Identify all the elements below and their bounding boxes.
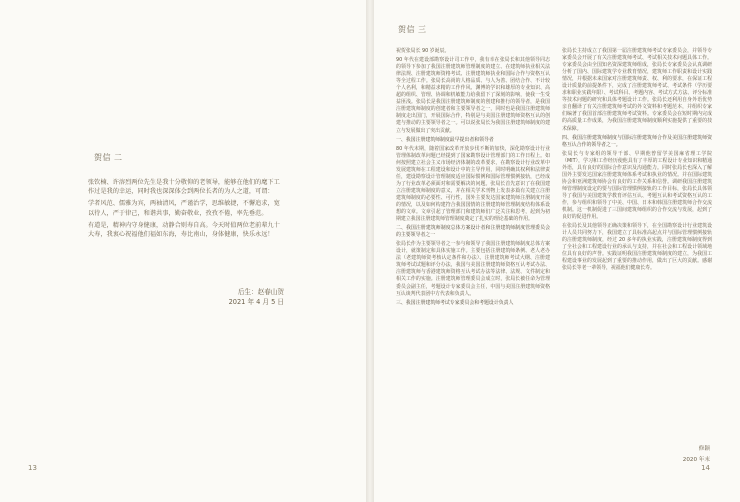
section-heading: 一、我国注册建筑师制度最早提出者和领导者 <box>396 136 494 143</box>
letter-three-column-left <box>396 48 550 309</box>
letter-three-paragraph: 祝贺张局长 90 岁诞辰。 <box>396 48 450 54</box>
letter-two-paragraph: 有道是，精神内守身健康，动静合则寿自高。今天时值两位老前辈九十大寿，我衷心祝福他们福如东海，寿比南山，身体健康，快乐永远！ <box>88 221 280 239</box>
right-page-title: 贺信 三 <box>398 25 427 34</box>
section-heading: 二、我国注册建筑师制度总体方案设计者和注册建筑师制度管理委员会的主要领导者之一 <box>396 225 550 239</box>
page-number-right: 14 <box>701 464 710 472</box>
letter-three-paragraph: 90 年代在建设部勘察设计司工作中，我有幸在张局长和其他领导同志的领导下参加了我国注册建筑师管理制度的建立、在建筑师执业相关法律法规、注册建筑师资格考试、注册建筑师执业和国际合作与资格互认等全过程工作。张局长高尚的人格品质、与人为善、团结合作、不计较个人名利，和精益求精的工作作风、渊博的学识和雄厚的专业知识、高超的组织、管理、协调和机敏能力给我留下了深刻的影响，使我一生受益匪浅。张局长是我国注册建筑师制度的创建和推行的领导者，是我国注册建筑师制度的创建者和主要领导者之一，同时也是我国注册建筑师制度走出国门，开展国际合作，特别是与美国注册建筑师资格互认的创建与推动的主要领导者之一。可以说张局长为我国注册建筑师制度的建立与发展做出了突出贡献。 <box>396 57 550 134</box>
letter-three-paragraph: 张局长与专家组的领导干部、早期他曾留学美国麻省理工学院（MIT），学习和工作经历使他具有了丰厚的工程设计专业知识和精通外语，具有良好的国际合作意识及沟通能力。同时张局长也深入了解国外主要发达国家注册建筑师体系考试和执业的情况。并在国际建筑协会和亚洲建筑师协会有良好的工作关系和信誉。调研我国注册建筑师管理制度设定的要与国际管理惯例接轨的工作目标，张局长具体领导了我国与美国建筑学教育评估互认、考题互认和考试资格互认的工作，参与组织和领导了中美、中国、日本和韩国注册建筑师合作交流机制。这一机制促进了三国间建筑师组织的合作交流与发展，起到了良好的促进作用。 <box>562 150 712 221</box>
letter-two-signature: 后生：赵春山贺 <box>237 288 284 296</box>
letter-three-paragraph: 张局长作为主要领导者之一参与和领导了我国注册建筑师制度总体方案设计，就策制定和具体实施工作。主要包括注册建筑师条例、老人老办法（老建筑师资考核认定条件和办法）、注册建筑师考试大纲、注册建筑师考试试题和评分办法，我国与美国注册建筑师资格互认考试办法、注册建筑师与香港建筑师资格互认考试办法等法律、法规、文件制定和相关工作的实施。注册建筑师管理委员会成立时，张局长被任命为管理委员会副主任，考题设计专家委员会主任，中国与美国注册建筑师资格互认谈判代表团中方代表和负责人。 <box>396 241 550 297</box>
section-heading: 四、我国注册建筑师制度与国际注册建筑师合作及美国注册建筑师资格互认合作的领导者之一。 <box>562 134 712 148</box>
letter-two-paragraph: 学者风范、儒雅为宾，两袖清风，严谨治学，思维敏捷，不懈追求，宽以待人，严于律己，和谐共事，勤奋敬业，孜孜不倦，率先垂范。 <box>88 200 280 217</box>
letter-two-date: 2021 年 4 月 5 日 <box>228 298 284 306</box>
left-page-title: 贺信 二 <box>94 153 123 162</box>
left-page <box>0 0 366 502</box>
letter-three-column-right <box>562 48 712 274</box>
right-page <box>374 0 740 502</box>
letter-three-signature: 修颖 <box>698 446 710 452</box>
section-heading: 三、我国注册建筑师考试专家委员会和考题设计负责人 <box>396 299 514 306</box>
letter-three-date: 2020 年末 <box>682 457 710 463</box>
book-gutter <box>366 0 374 502</box>
letter-three-paragraph: 80 年代末期，随着国家改革开放步伐不断的加快，深化勘察设计行业管理体制改革问题已经提到了国家勘察设计管理部门的工作日程上。如何按照建立社会主义市场经济体制的改革要求，在勘察设计行业改革中发展建筑师在工程建设和设计中的主导作用，同时明确其权利和法律责任，建设勘察设计管理制度适应国际惯例和国际管理惯例接轨，已经成为了行业改革必须面对和需要解决的问题。张局长首先意识了在我国建立注册建筑师制度的意义，并在相关学术刊物上发表多篇有关建立注册建筑师制度的必要性、可行性，国外主要发达国家建筑师注册制度开展的情况，以及如何构建符合我国国情的注册建筑师管理制度结构体系设想的文章。文章引起了管理部门和建筑师们广泛关注和思考，起到为初期建立我国注册建筑师管理制度奠定了扎实的理论基础的作用。 <box>396 145 550 223</box>
letter-three-paragraph: 张局长主持成立了我国第一届注册建筑师考试专家委员会，并领导专家委员会开展了有关注册建筑师考试、考试相关技术问题具体工作。专家委员会由全国知名资深建筑师组成，张局长专家委员会认真调研分析了国内、国际建筑学专业教育情况，建筑师工作职责和设计实践情况，并根据未来国家对注册建筑师责、权、利的要求，在保证工程设计质量的前提条件下，完成了注册建筑师考试、考试条件（学历要求和职业实践年限）、考试科目、考题内容、考试方式方法、评分标准等技术问题的研究和具体考题设计工作。张局长还利用自身外语优势亲自翻译了有关注册建筑师考试的外文资料和考题范本，并组织专家们编著了我国首部注册建筑师考试资料。专家委员会在短时期内完成的高质量工作成果，为我国注册建筑师制度顺利实施提供了重要的技术保障。 <box>562 48 712 132</box>
letter-three-paragraph: 在张局长及其他领导正确决策和领导下，在全国勘察设计行业建筑设计人员共同努力下，我国建立了具标准高起点并与国际管理惯例接轨的注册建筑师制度，经过 20 多年的执业实践，注册建筑师制度得到了全社会和工程建设行业的承认与支持，并在社会和工程设计领域地位具有良好的声誉。实践证明我国注册建筑师制度的建立，为我国工程建设事业的发展起到了重要的推动作用，做出了巨大的贡献。感谢张局长等老一辈领导，祝福他们健康长寿。 <box>562 223 712 272</box>
letter-two-paragraph: 张钦楠、许溶烈两位先生是我十分敬仰的老领导，能够在他们的麾下工作过是我的幸运，同时我也深深体会到两位长者的为人之道，可谓： <box>88 179 280 196</box>
page-number-left: 13 <box>28 464 37 472</box>
letter-two-body <box>88 178 284 242</box>
